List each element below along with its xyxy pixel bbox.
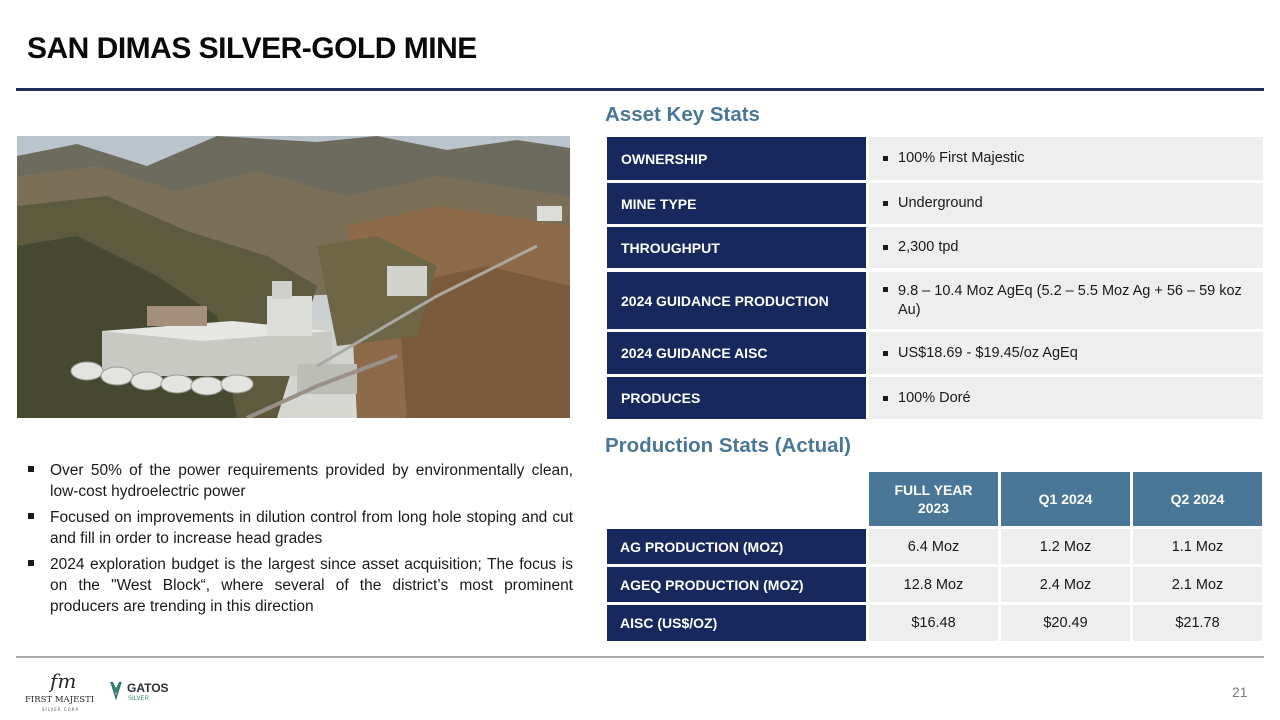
table-cell: $21.78: [1133, 605, 1262, 641]
column-header: FULL YEAR 2023: [869, 472, 998, 526]
column-header: Q2 2024: [1133, 472, 1262, 526]
bullet-icon: [883, 351, 888, 356]
row-label: 2024 GUIDANCE PRODUCTION: [607, 272, 866, 329]
table-row: [607, 137, 1263, 180]
bullet-icon: [28, 560, 34, 566]
bullet-icon: [883, 201, 888, 206]
table-cell: $16.48: [869, 605, 998, 641]
header-corner: [607, 472, 866, 526]
svg-text:SILVER CORP: SILVER CORP: [42, 707, 79, 712]
column-header: Q1 2024: [1001, 472, 1130, 526]
highlights-list: [28, 460, 573, 622]
footer-divider: [16, 656, 1264, 658]
bullet-icon: [883, 287, 888, 292]
row-value: 100% First Majestic: [869, 137, 1263, 180]
production-heading: Production Stats (Actual): [605, 434, 852, 457]
table-header-row: [607, 472, 1263, 526]
list-item: 2024 exploration budget is the largest since asset acquisition; The focus is on the "West Block“, where several of the district’s most prominent producers are trending in this direction: [28, 554, 573, 617]
row-value: 100% Doré: [869, 377, 1263, 419]
list-item: Over 50% of the power requirements provided by environmentally clean, low-cost hydroelectric power: [28, 460, 573, 502]
row-label: AGEQ PRODUCTION (MOZ): [607, 567, 866, 602]
title-divider: [16, 88, 1264, 91]
svg-text:fm: fm: [50, 669, 77, 693]
bullet-icon: [28, 466, 34, 472]
table-row: [607, 567, 1263, 602]
table-row: [607, 605, 1263, 641]
svg-text:GATOS: GATOS: [127, 681, 169, 695]
row-value: US$18.69 - $19.45/oz AgEq: [869, 332, 1263, 374]
table-row: [607, 272, 1263, 329]
svg-text:FIRST MAJESTIC: FIRST MAJESTIC: [25, 695, 94, 705]
table-row: [607, 227, 1263, 268]
table-cell: $20.49: [1001, 605, 1130, 641]
row-value: 9.8 – 10.4 Moz AgEq (5.2 – 5.5 Moz Ag + 56 – 59 koz Au): [869, 272, 1263, 329]
table-cell: 12.8 Moz: [869, 567, 998, 602]
table-cell: 1.2 Moz: [1001, 529, 1130, 564]
table-row: [607, 332, 1263, 374]
table-row: [607, 377, 1263, 419]
table-cell: 2.4 Moz: [1001, 567, 1130, 602]
table-cell: 1.1 Moz: [1133, 529, 1262, 564]
row-label: THROUGHPUT: [607, 227, 866, 268]
table-row: [607, 183, 1263, 224]
table-row: [607, 529, 1263, 564]
row-value: 2,300 tpd: [869, 227, 1263, 268]
bullet-icon: [883, 245, 888, 250]
key-stats-heading: Asset Key Stats: [605, 103, 760, 126]
row-label: AISC (US$/OZ): [607, 605, 866, 641]
table-cell: 2.1 Moz: [1133, 567, 1262, 602]
row-label: OWNERSHIP: [607, 137, 866, 180]
bullet-icon: [28, 513, 34, 519]
page-number: 21: [1232, 684, 1248, 700]
gatos-silver-logo: [108, 678, 180, 704]
row-label: AG PRODUCTION (MOZ): [607, 529, 866, 564]
row-label: PRODUCES: [607, 377, 866, 419]
mine-photo: [17, 136, 570, 418]
page-title: SAN DIMAS SILVER-GOLD MINE: [27, 32, 477, 65]
table-cell: 6.4 Moz: [869, 529, 998, 564]
svg-text:SILVER: SILVER: [128, 696, 149, 702]
bullet-icon: [883, 396, 888, 401]
list-item: Focused on improvements in dilution control from long hole stoping and cut and fill in order to increase head grades: [28, 507, 573, 549]
row-label: MINE TYPE: [607, 183, 866, 224]
row-value: Underground: [869, 183, 1263, 224]
bullet-icon: [883, 156, 888, 161]
row-label: 2024 GUIDANCE AISC: [607, 332, 866, 374]
first-majestic-logo: [22, 664, 94, 714]
